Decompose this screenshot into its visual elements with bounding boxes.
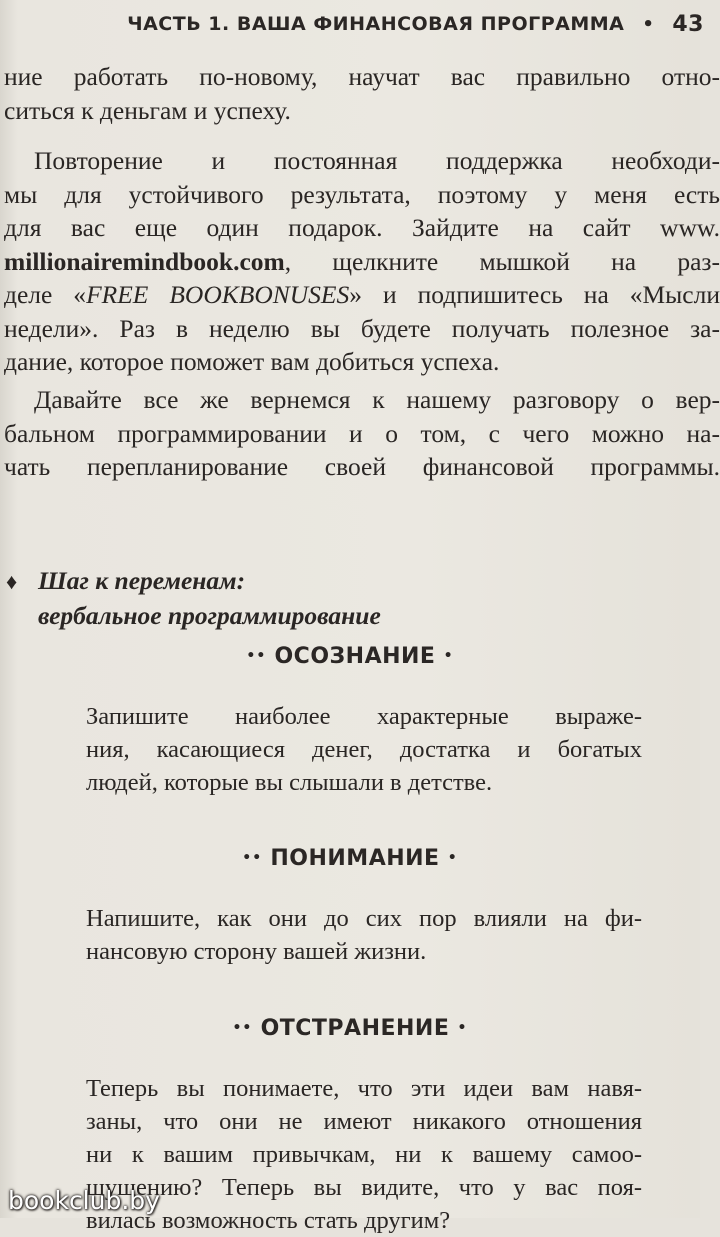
body-line: Теперь вы понимаете, что эти идеи вам навя-	[86, 1075, 642, 1102]
body-line: людей, которые вы слышали в детстве.	[86, 769, 493, 796]
watermark: bookclub.by	[8, 1185, 160, 1215]
step-heading-line: Шаг к переменам:	[38, 566, 246, 595]
section-heading-awareness: •• ОСОЗНАНИЕ •	[246, 644, 454, 669]
paragraph-line: недели». Раз в неделю вы будете получать полезное за-	[4, 313, 720, 343]
step-heading-line: вербальное программирование	[38, 601, 381, 630]
paragraph-line: мы для устойчивого результата, поэтому у меня есть	[4, 179, 720, 209]
section-heading-understanding: •• ПОНИМАНИЕ •	[242, 846, 458, 871]
body-line: нансовую сторону вашей жизни.	[86, 938, 427, 965]
paragraph-3	[4, 383, 720, 484]
body-line: щущению? Теперь вы видите, что у вас поя-	[86, 1174, 642, 1201]
body-line: Напишите, как они до сих пор влияли на фи-	[86, 905, 642, 932]
bonus-section-name: FREE BOOKBONUSES	[86, 280, 350, 309]
running-head	[127, 8, 704, 40]
section-heading-detachment: •• ОТСТРАНЕНИЕ •	[232, 1016, 468, 1041]
paragraph-line: деле «FREE BOOKBONUSES» и подпишитесь на «Мысли	[4, 280, 720, 309]
body-line: ни к вашим привычкам, ни к вашему самоо-	[86, 1141, 642, 1168]
page-number: 43	[672, 11, 704, 37]
diamond-bullet-icon: ♦	[6, 569, 18, 594]
paragraph-line: бальном программировании и о том, с чего можно на-	[4, 418, 720, 448]
paragraph-line: дание, которое поможет вам добиться успеха.	[4, 347, 500, 376]
section-body-awareness	[86, 700, 642, 799]
running-head-title: ЧАСТЬ 1. ВАША ФИНАНСОВАЯ ПРОГРАММА	[127, 13, 625, 35]
section-heading-text: ОТСТРАНЕНИЕ	[260, 1016, 450, 1041]
paragraph-line: Давайте все же вернемся к нашему разговору о вер-	[34, 385, 720, 414]
paragraph-line: millionairemindbook.com, щелкните мышкой на раз-	[4, 246, 720, 276]
paragraph-line: ние работать по-новому, научат вас правильно отно-	[4, 62, 720, 91]
body-line: заны, что они не имеют никакого отношения	[86, 1108, 642, 1135]
section-body-understanding	[86, 902, 642, 968]
section-heading-text: ОСОЗНАНИЕ	[274, 644, 436, 669]
step-heading	[6, 564, 381, 633]
paragraph-line: для вас еще один подарок. Зайдите на сайт www.	[4, 213, 720, 242]
website-link[interactable]: millionairemindbook.com	[4, 246, 285, 276]
paragraph-line: ситься к деньгам и успеху.	[4, 95, 291, 125]
section-heading-text: ПОНИМАНИЕ	[270, 846, 440, 871]
body-line: Запишите наиболее характерные выраже-	[86, 703, 642, 730]
paragraph-1	[4, 60, 720, 127]
paragraph-2	[4, 144, 720, 379]
body-line: вилась возможность стать другим?	[86, 1207, 451, 1234]
running-head-separator: •	[642, 13, 655, 35]
body-line: ния, касающиеся денег, достатка и богатых	[86, 736, 642, 763]
paragraph-line: чать перепланирование своей финансовой программы.	[4, 452, 720, 481]
section-body-detachment	[86, 1072, 642, 1237]
paragraph-line: Повторение и постоянная поддержка необходи-	[34, 146, 720, 175]
